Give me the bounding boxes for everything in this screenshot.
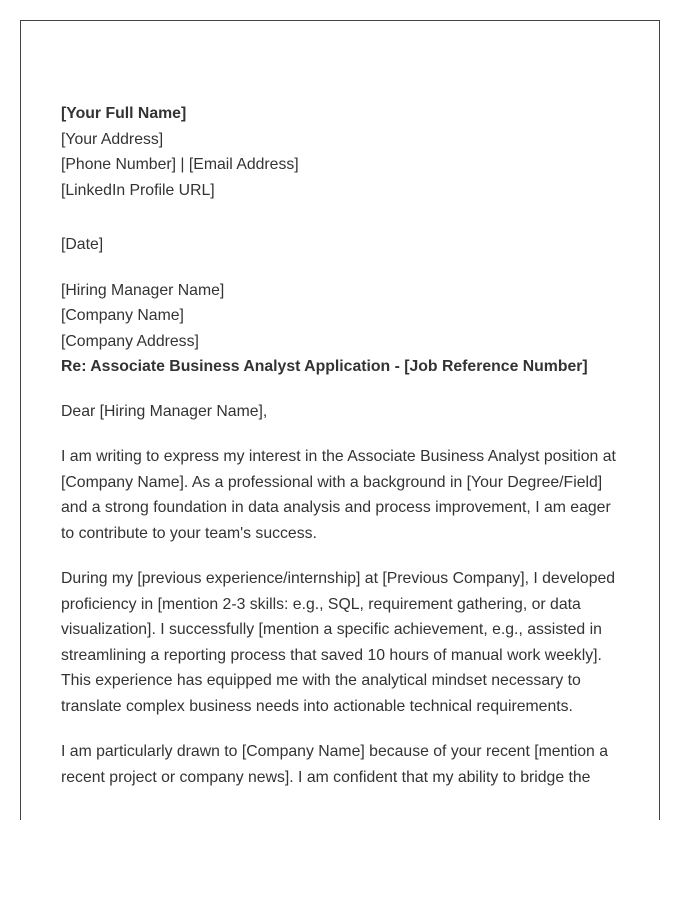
sender-block [61,101,626,203]
subject-line: Re: Associate Business Analyst Application - [Job Reference Number] [61,358,588,375]
recipient-manager: [Hiring Manager Name] [61,281,225,299]
recipient-address: [Company Address] [61,332,199,350]
recipient-company: [Company Name] [61,307,184,324]
recipient-block [61,278,626,380]
date-block [61,232,626,258]
salutation: Dear [Hiring Manager Name], [61,402,268,420]
paragraph-experience: During my [previous experience/internship] at [Previous Company], I developed proficiency in [mention 2-3 skills: e.g., SQL, requirement gathering, or data visualization]. I successfully [mention a specific achievement, e.g., assisted in streamlining a reporting process that saved 10 hours of manual work weekly]. This experience has equipped me with the analytical mindset necessary to translate complex business needs into actionable technical requirements. [61,570,616,715]
sender-address: [Your Address] [61,130,164,148]
sender-linkedin: [LinkedIn Profile URL] [61,181,215,199]
sender-name: [Your Full Name] [61,105,187,122]
letter-date: [Date] [61,236,104,253]
letter-page [20,20,660,820]
paragraph-intro: I am writing to express my interest in the Associate Business Analyst position at [Company Name]. As a professional with a background in [Your Degree/Field] and a strong foundation in data analysis and process improvement, I am eager to contribute to your team's success. [61,448,616,542]
sender-contact: [Phone Number] | [Email Address] [61,156,299,173]
paragraph-company-interest: I am particularly drawn to [Company Name] because of your recent [mention a recent project or company news]. I am confident that my ability to bridge the [61,743,609,786]
letter-content [61,101,626,790]
